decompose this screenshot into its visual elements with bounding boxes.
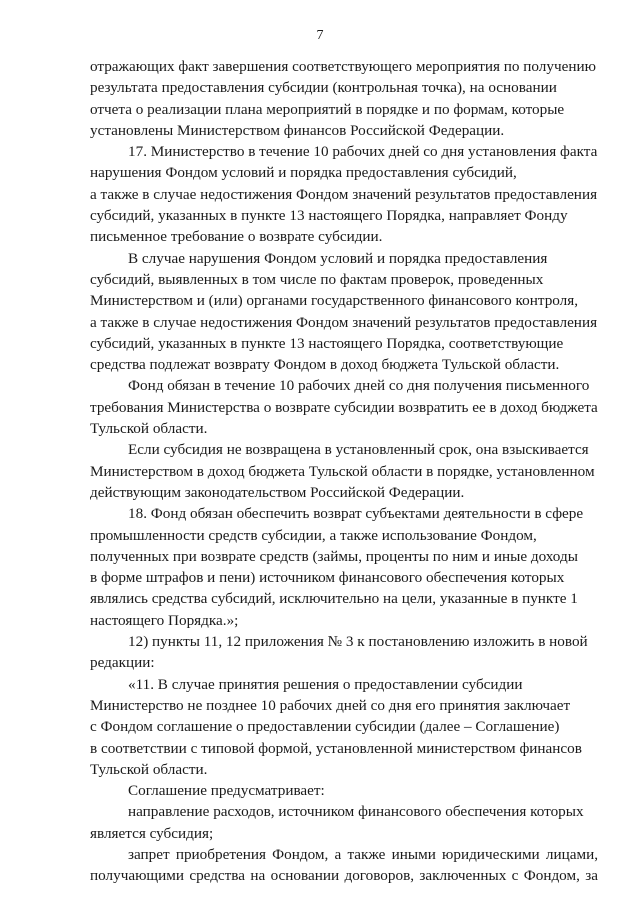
document-body	[90, 56, 598, 887]
text-line: отражающих факт завершения соответствующего мероприятия по получению	[90, 58, 596, 75]
text-line: Министерством и (или) органами государственного финансового контроля,	[90, 292, 579, 310]
text-line: субсидий, указанных в пункте 13 настоящего Порядка, соответствующие	[90, 334, 564, 352]
text-line: действующим законодательством Российской Федерации.	[90, 483, 465, 501]
paragraph	[90, 801, 598, 844]
text-line: с Фондом соглашение о предоставлении субсидии (далее – Соглашение)	[90, 718, 560, 736]
paragraph	[90, 439, 598, 503]
text-line: а также в случае недостижения Фондом значений результатов предоставления	[90, 185, 598, 203]
text-line: промышленности средств субсидии, а также использование Фондом,	[90, 526, 537, 544]
text-line: субсидий, выявленных в том числе по фактам проверок, проведенных	[90, 270, 544, 288]
text-line: отчета о реализации плана мероприятий в порядке и по формам, которые	[90, 100, 565, 118]
paragraph	[90, 248, 598, 376]
paragraph	[90, 56, 598, 141]
text-line: в соответствии с типовой формой, установленной министерством финансов	[90, 739, 582, 757]
text-line: 18. Фонд обязан обеспечить возврат субъектами деятельности в сфере	[128, 505, 584, 523]
paragraph	[90, 503, 598, 631]
text-line: требования Министерства о возврате субсидии возвратить ее в доход бюджета	[90, 398, 598, 416]
page-number: 7	[316, 28, 324, 43]
text-line: нарушения Фондом условий и порядка предоставления субсидий,	[90, 164, 517, 182]
text-line: является субсидия;	[90, 824, 214, 842]
text-line: запрет приобретения Фондом, а также иными юридическими лицами,	[128, 845, 598, 863]
text-line: Тульской области.	[90, 420, 208, 438]
text-line: В случае нарушения Фондом условий и порядка предоставления	[128, 249, 548, 267]
text-line: Соглашение предусматривает:	[128, 782, 325, 800]
paragraph	[90, 780, 598, 801]
paragraph	[90, 844, 598, 887]
text-line: полученных при возврате средств (займы, проценты по ним и иные доходы	[90, 547, 578, 565]
paragraph	[90, 375, 598, 439]
text-line: а также в случае недостижения Фондом значений результатов предоставления	[90, 313, 598, 331]
text-line: являлись средства субсидий, исключительно на цели, указанные в пункте 1	[90, 590, 578, 608]
text-line: результата предоставления субсидии (контрольная точка), на основании	[90, 79, 557, 97]
text-line: субсидий, указанных в пункте 13 настоящего Порядка, направляет Фонду	[90, 207, 568, 225]
text-line: получающими средства на основании договоров, заключенных с Фондом, за	[90, 867, 598, 885]
text-line: Министерство не позднее 10 рабочих дней со дня его принятия заключает	[90, 696, 571, 714]
text-line: 17. Министерство в течение 10 рабочих дней со дня установления факта	[128, 143, 598, 161]
text-line: в форме штрафов и пени) источником финансового обеспечения которых	[90, 569, 565, 587]
paragraph	[90, 141, 598, 247]
text-line: установлены Министерством финансов Российской Федерации.	[90, 121, 505, 139]
text-line: 12) пункты 11, 12 приложения № 3 к постановлению изложить в новой	[128, 633, 588, 651]
text-line: настоящего Порядка.»;	[90, 611, 239, 629]
text-line: Фонд обязан в течение 10 рабочих дней со дня получения письменного	[128, 377, 590, 395]
text-line: Тульской области.	[90, 760, 208, 778]
text-line: «11. В случае принятия решения о предоставлении субсидии	[128, 675, 523, 693]
text-line: редакции:	[90, 654, 155, 672]
text-line: письменное требование о возврате субсидии.	[90, 228, 383, 246]
text-line: средства подлежат возврату Фондом в доход бюджета Тульской области.	[90, 356, 560, 374]
text-line: Министерством в доход бюджета Тульской области в порядке, установленном	[90, 462, 595, 480]
text-line: направление расходов, источником финансового обеспечения которых	[128, 803, 584, 821]
paragraph	[90, 674, 598, 780]
paragraph	[90, 631, 598, 674]
text-line: Если субсидия не возвращена в установленный срок, она взыскивается	[128, 441, 589, 459]
